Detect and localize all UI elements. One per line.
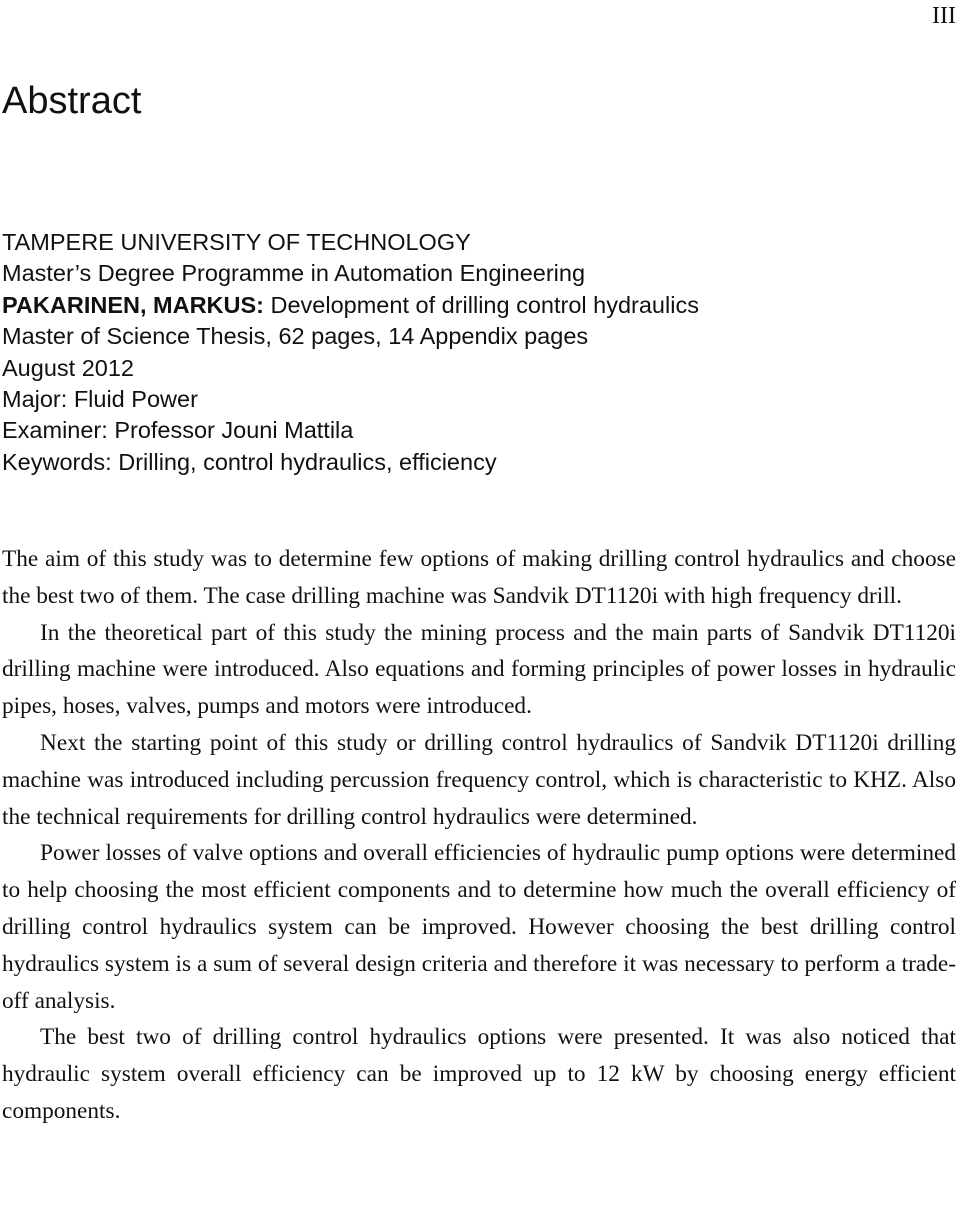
- major-line: Major: Fluid Power: [2, 386, 198, 413]
- author-name: PAKARINEN, MARKUS: [2, 291, 257, 318]
- date-line: August 2012: [2, 354, 134, 381]
- abstract-paragraph: Next the starting point of this study or drilling control hydraulics of Sandvik DT1120i drilling machine was introduced including percussion frequency control, which is characteristic to KHZ. Also the technical requirements for drilling control hydraulics were determined.: [2, 729, 956, 830]
- university-line: TAMPERE UNIVERSITY OF TECHNOLOGY: [2, 229, 471, 255]
- thesis-title: Development of drilling control hydraulics: [263, 291, 699, 318]
- abstract-paragraph: Power losses of valve options and overall efficiencies of hydraulic pump options were determined to help choosing the most efficient components and to determine how much the overall efficiency of drilling control hydraulics system can be improved. However choosing the best drilling control hydraulics system is a sum of several design criteria and therefore it was necessary to perform a trade-off analysis.: [2, 840, 956, 1014]
- abstract-heading: Abstract: [2, 80, 142, 122]
- author-title-line: [2, 290, 699, 321]
- abstract-paragraph: The best two of drilling control hydraulics options were presented. It was also noticed that hydraulic system overall efficiency can be improved up to 12 kW by choosing energy efficient components.: [2, 1024, 956, 1124]
- programme-line: Master’s Degree Programme in Automation Engineering: [2, 260, 586, 287]
- thesis-info-line: Master of Science Thesis, 62 pages, 14 Appendix pages: [2, 323, 589, 350]
- thesis-metadata: [2, 227, 699, 478]
- keywords-line: Keywords: Drilling, control hydraulics, efficiency: [2, 448, 497, 475]
- abstract-body: [2, 541, 956, 1130]
- page-number: III: [932, 3, 956, 29]
- abstract-paragraph: The aim of this study was to determine few options of making drilling control hydraulics and choose the best two of them. The case drilling machine was Sandvik DT1120i with high frequency drill.: [2, 546, 956, 609]
- abstract-paragraph: In the theoretical part of this study the mining process and the main parts of Sandvik DT1120i drilling machine were introduced. Also equations and forming principles of power losses in hydraulic pipes, hoses, valves, pumps and motors were introduced.: [2, 619, 956, 720]
- examiner-line: Examiner: Professor Jouni Mattila: [2, 417, 354, 444]
- author-separator: :: [256, 291, 264, 318]
